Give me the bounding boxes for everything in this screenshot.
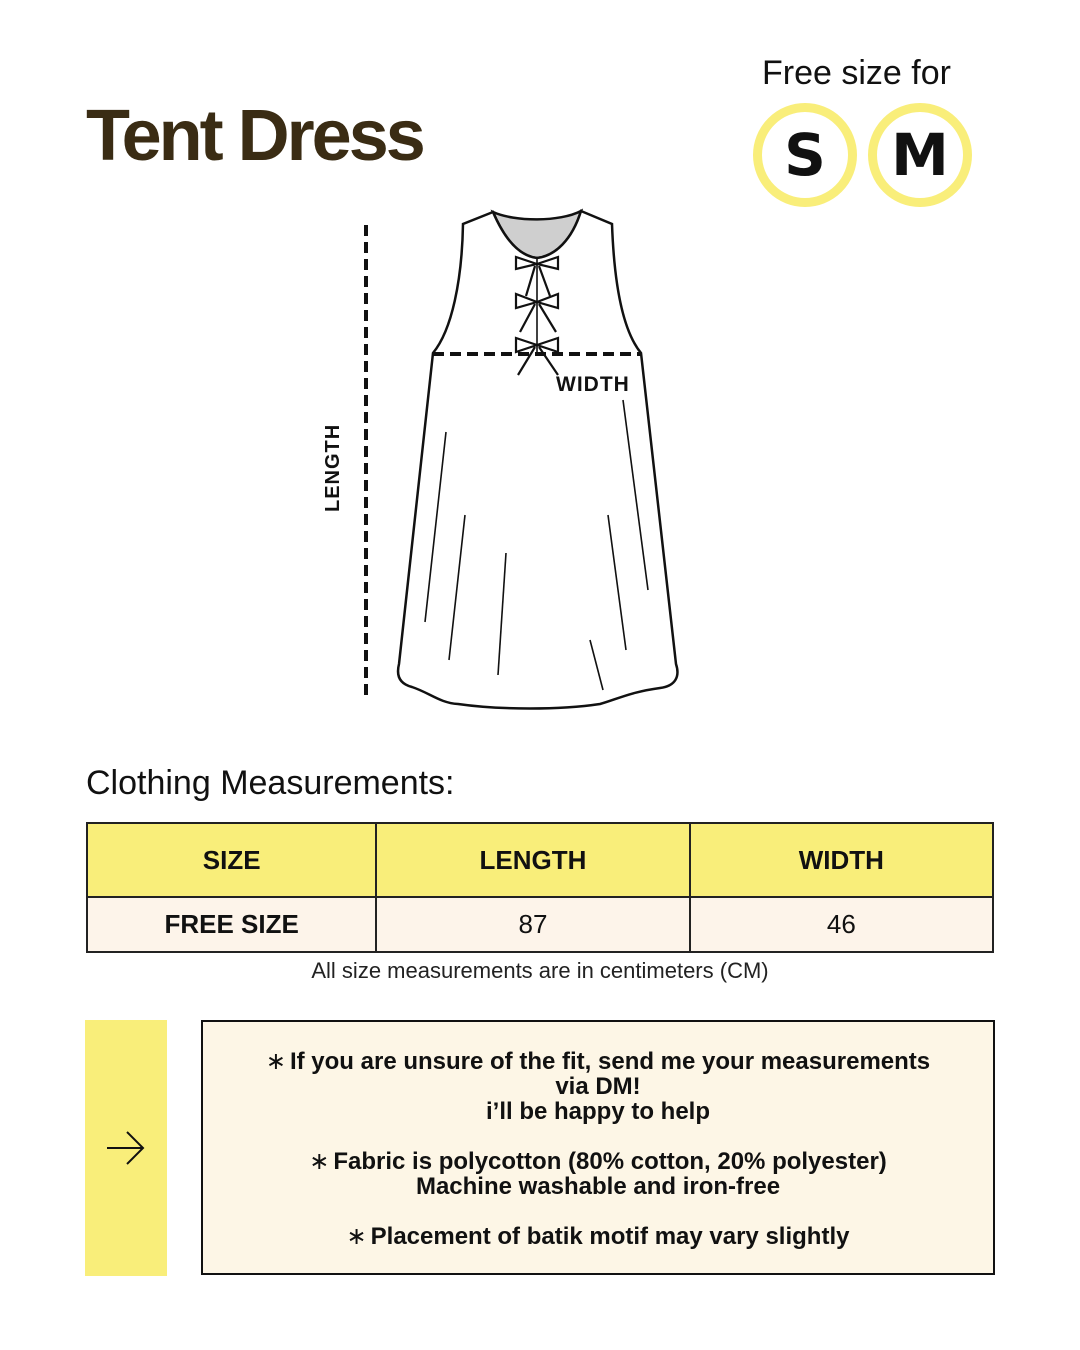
table-row	[87, 897, 993, 952]
note-fit: ∗ If you are unsure of the fit, send me your measurements via DM! i’ll be happy to help	[265, 1047, 931, 1125]
asterisk-icon: ∗	[346, 1222, 367, 1250]
size-badge-m: M	[868, 103, 972, 207]
column-header-length: LENGTH	[376, 823, 689, 897]
measurements-heading: Clothing Measurements:	[86, 764, 455, 802]
table-header-row	[87, 823, 993, 897]
arrow-block	[85, 1020, 167, 1276]
width-label: WIDTH	[556, 373, 630, 396]
note-batik: ∗ Placement of batik motif may vary slightly	[346, 1222, 850, 1250]
column-header-width: WIDTH	[690, 823, 993, 897]
asterisk-icon: ∗	[265, 1047, 286, 1075]
page-title: Tent Dress	[86, 96, 423, 176]
free-size-label: Free size for	[762, 54, 951, 92]
measurements-table	[86, 822, 994, 953]
arrow-right-icon	[105, 1128, 147, 1168]
notes-box	[201, 1020, 995, 1275]
note-fabric: ∗ Fabric is polycotton (80% cotton, 20% polyester) Machine washable and iron-free	[309, 1147, 887, 1200]
column-header-size: SIZE	[87, 823, 376, 897]
length-cell: 87	[376, 897, 689, 952]
asterisk-icon: ∗	[309, 1147, 330, 1175]
size-badge-s: S	[753, 103, 857, 207]
units-note: All size measurements are in centimeters (CM)	[311, 958, 769, 983]
width-cell: 46	[690, 897, 993, 952]
size-cell: FREE SIZE	[87, 897, 376, 952]
length-label: LENGTH	[322, 423, 344, 512]
